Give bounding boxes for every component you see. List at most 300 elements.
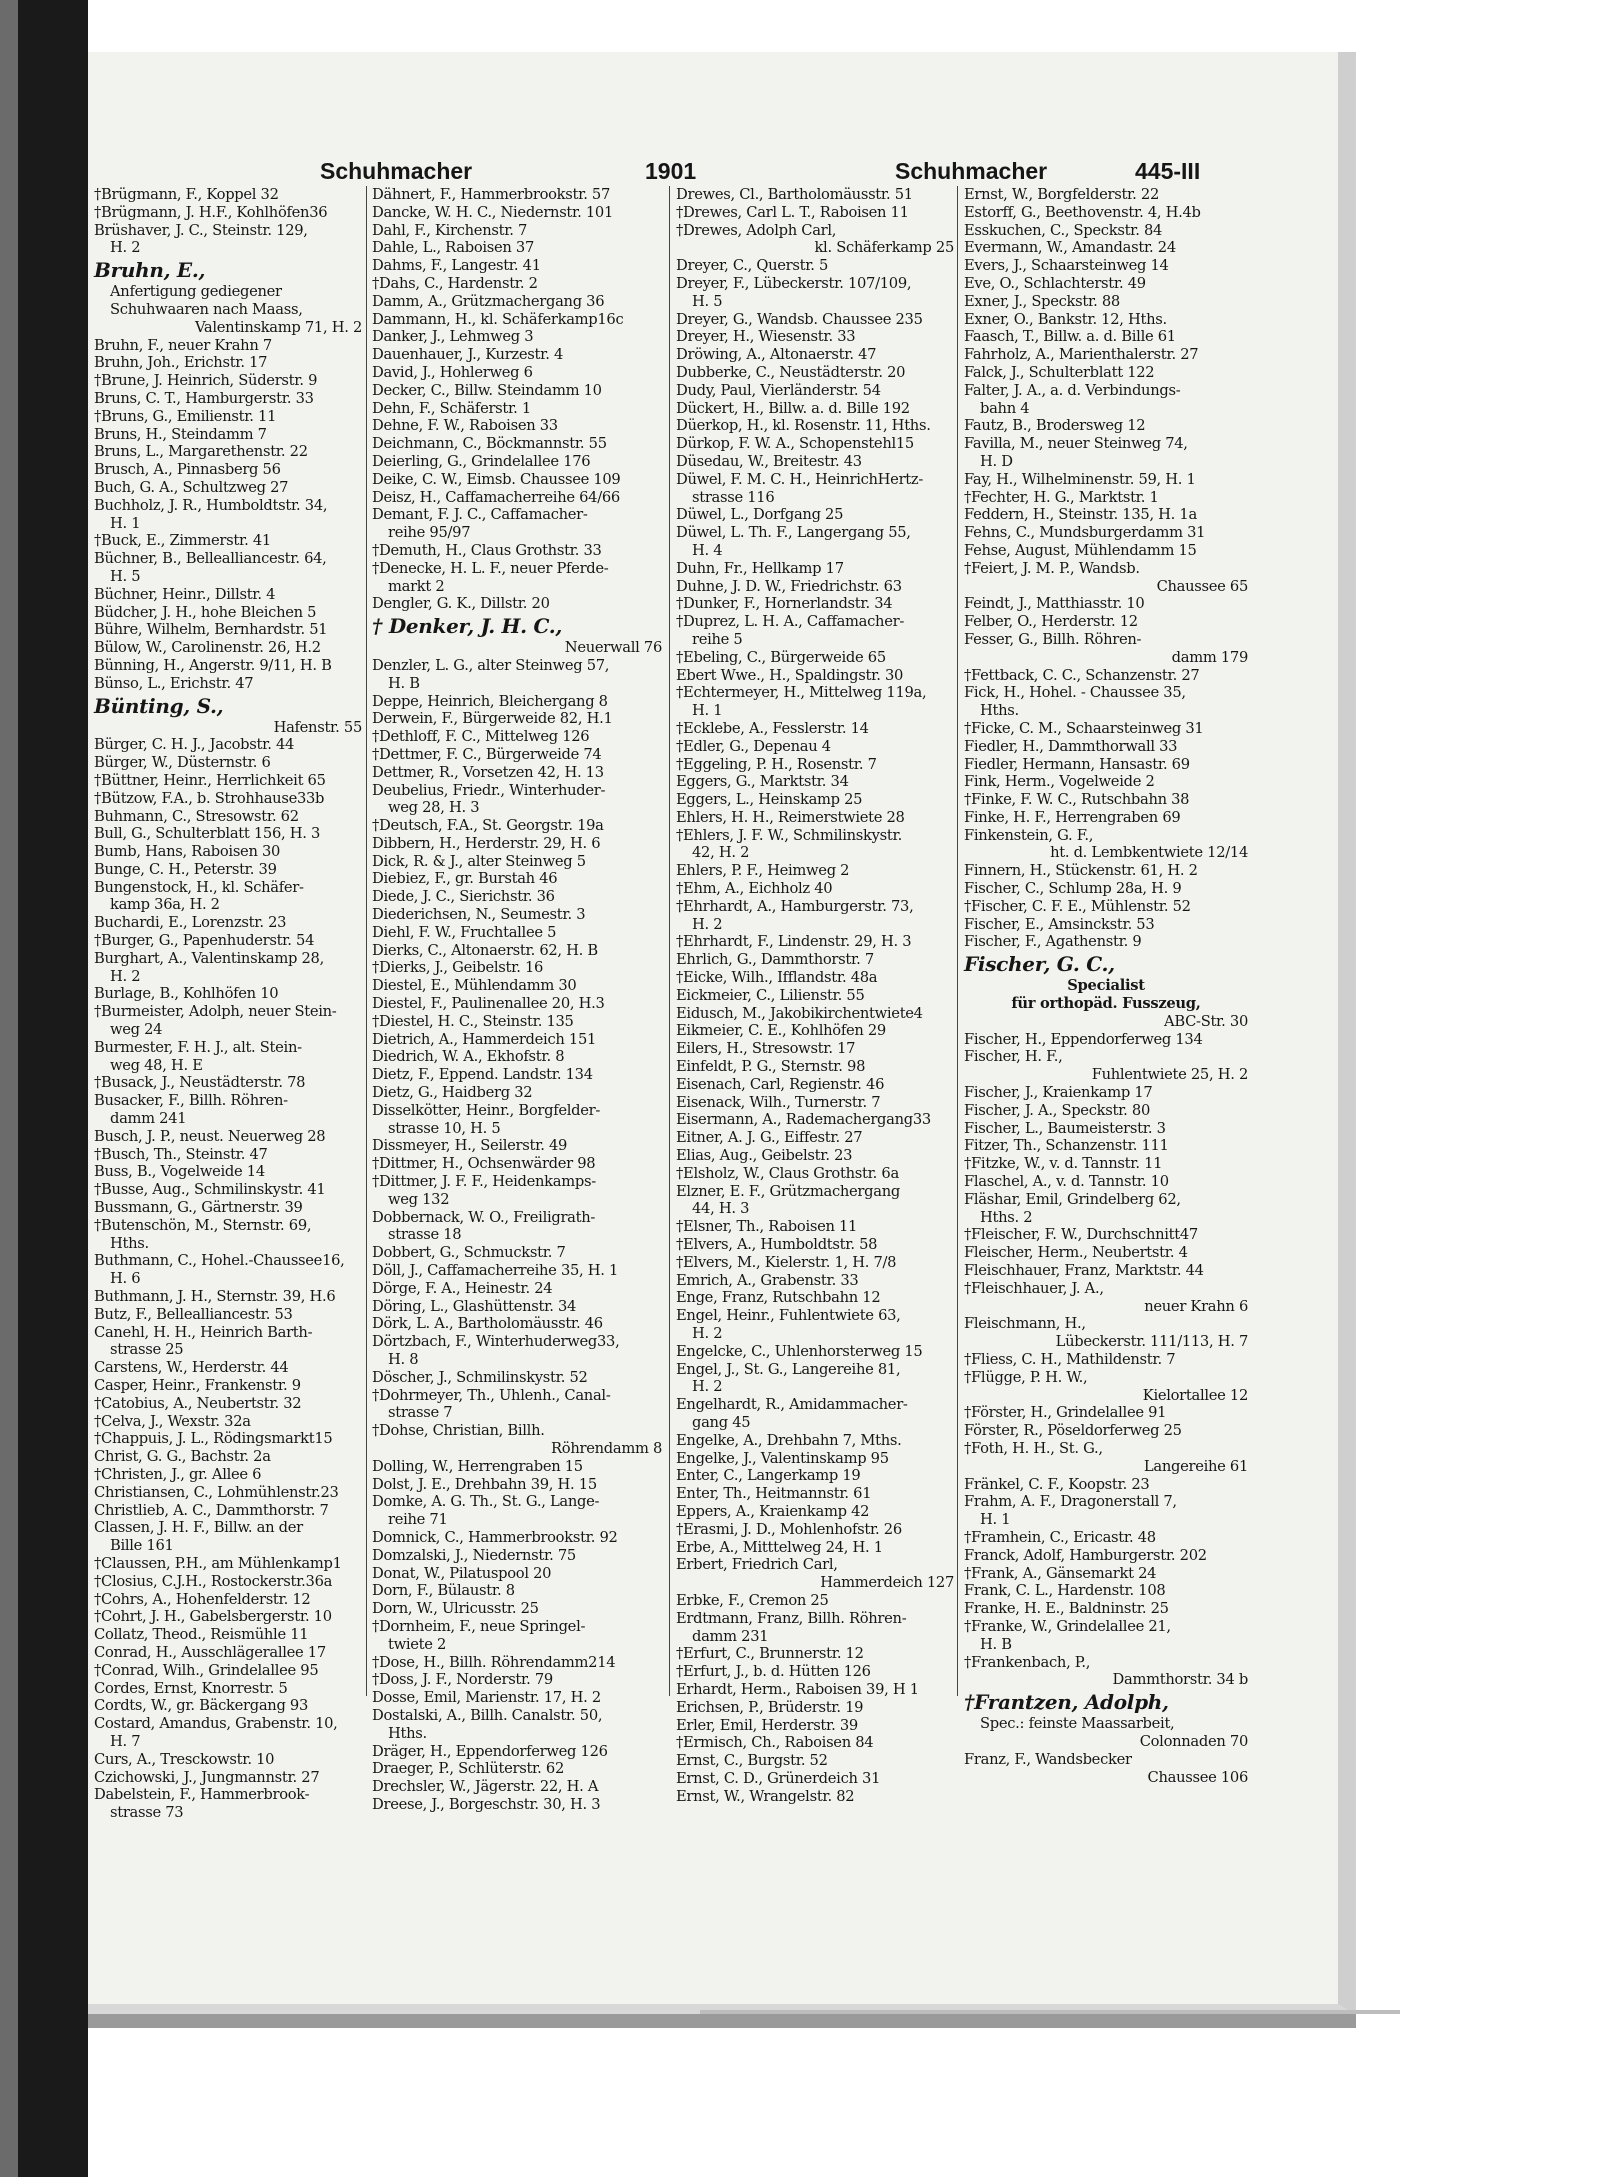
entry-continuation: damm 179 <box>1171 648 1248 666</box>
entry-continuation: Neuerwall 76 <box>564 639 662 657</box>
directory-entry: Erhardt, Herm., Raboisen 39, H 1 <box>676 1680 919 1698</box>
directory-entry: Dietz, G., Haidberg 32 <box>372 1084 533 1102</box>
directory-entry: †Eicke, Wilh., Ifflandstr. 48a <box>676 969 878 987</box>
directory-entry: Einfeldt, P. G., Sternstr. 98 <box>676 1058 866 1076</box>
directory-entry: Bruns, C. T., Hamburgerstr. 33 <box>94 389 314 407</box>
directory-entry: †Burmeister, Adolph, neuer Stein- <box>94 1003 337 1021</box>
directory-entry: Flaschel, A., v. d. Tannstr. 10 <box>964 1173 1169 1191</box>
column-divider <box>957 186 958 1696</box>
entry-continuation: ABC-Str. 30 <box>1164 1012 1248 1030</box>
directory-entry: Brüshaver, J. C., Steinstr. 129, <box>94 221 308 239</box>
directory-entry: Eitner, A. J. G., Eiffestr. 27 <box>676 1129 863 1147</box>
directory-entry: Döring, L., Glashüttenstr. 34 <box>372 1297 577 1315</box>
directory-entry: Düsedau, W., Breitestr. 43 <box>676 452 862 470</box>
directory-entry: Büchner, Heinr., Dillstr. 4 <box>94 585 276 603</box>
directory-entry: Costard, Amandus, Grabenstr. 10, <box>94 1715 338 1733</box>
entry-continuation: weg 132 <box>388 1190 450 1208</box>
directory-entry: †Fettback, C. C., Schanzenstr. 27 <box>964 666 1200 684</box>
book-spine-edge <box>0 0 18 2177</box>
directory-entry: Eppers, A., Kraienkamp 42 <box>676 1502 870 1520</box>
directory-entry: †Dittmer, J. F. F., Heidenkamps- <box>372 1173 596 1191</box>
directory-entry: †Ficke, C. M., Schaarsteinweg 31 <box>964 719 1204 737</box>
directory-entry: Franke, H. E., Baldninstr. 25 <box>964 1600 1169 1618</box>
directory-entry: Conrad, H., Ausschlägerallee 17 <box>94 1643 326 1661</box>
directory-entry: Finnern, H., Stückenstr. 61, H. 2 <box>964 862 1198 880</box>
column-divider <box>669 186 670 1696</box>
directory-entry: Duhn, Fr., Hellkamp 17 <box>676 559 844 577</box>
directory-entry: Dorn, F., Bülaustr. 8 <box>372 1582 515 1600</box>
directory-entry: Dubberke, C., Neustädterstr. 20 <box>676 363 906 381</box>
directory-entry: Bürger, C. H. J., Jacobstr. 44 <box>94 736 295 754</box>
directory-entry: †Frankenbach, P., <box>964 1653 1091 1671</box>
entry-continuation: kl. Schäferkamp 25 <box>814 239 954 257</box>
entry-continuation: H. 7 <box>110 1732 141 1750</box>
directory-entry: Exner, J., Speckstr. 88 <box>964 292 1120 310</box>
directory-entry: Dancke, W. H. C., Niedernstr. 101 <box>372 203 614 221</box>
directory-entry: Bunge, C. H., Peterstr. 39 <box>94 860 277 878</box>
directory-column-1 <box>94 186 362 1822</box>
directory-entry: Erler, Emil, Herderstr. 39 <box>676 1716 858 1734</box>
directory-entry: Danker, J., Lehmweg 3 <box>372 328 534 346</box>
directory-entry: Buss, B., Vogelweide 14 <box>94 1163 265 1181</box>
directory-entry: Estorff, G., Beethovenstr. 4, H.4b <box>964 203 1201 221</box>
directory-entry: Favilla, M., neuer Steinweg 74, <box>964 435 1188 453</box>
directory-entry: Domnick, C., Hammerbrookstr. 92 <box>372 1528 618 1546</box>
entry-continuation: Colonnaden 70 <box>1139 1732 1248 1750</box>
entry-continuation: Spec.: feinste Maassarbeit, <box>980 1715 1175 1733</box>
directory-entry: Dobbert, G., Schmuckstr. 7 <box>372 1244 566 1262</box>
directory-entry: †Drewes, Adolph Carl, <box>676 221 837 239</box>
directory-entry: Burmester, F. H. J., alt. Stein- <box>94 1038 302 1056</box>
directory-entry: Fay, H., Wilhelminenstr. 59, H. 1 <box>964 470 1196 488</box>
directory-entry: Buthmann, C., Hohel.-Chaussee16, <box>94 1252 345 1270</box>
header-page-number: 445-III <box>1135 158 1201 184</box>
directory-entry: Dahms, F., Langestr. 41 <box>372 257 541 275</box>
directory-entry: Derwein, F., Bürgerweide 82, H.1 <box>372 710 613 728</box>
directory-entry: †Foth, H. H., St. G., <box>964 1439 1103 1457</box>
directory-entry: Döscher, J., Schmilinskystr. 52 <box>372 1368 588 1386</box>
directory-entry: Fesser, G., Billh. Röhren- <box>964 630 1142 648</box>
directory-entry: Brusch, A., Pinnasberg 56 <box>94 461 281 479</box>
directory-entry: Buhmann, C., Stresowstr. 62 <box>94 807 299 825</box>
directory-entry: David, J., Hohlerweg 6 <box>372 363 533 381</box>
directory-entry: †Cohrs, A., Hohenfelderstr. 12 <box>94 1590 311 1608</box>
directory-entry: †Fechter, H. G., Marktstr. 1 <box>964 488 1159 506</box>
directory-entry: †Catobius, A., Neubertstr. 32 <box>94 1394 302 1412</box>
entry-continuation: reihe 95/97 <box>388 524 471 542</box>
entry-continuation: damm 231 <box>692 1627 769 1645</box>
entry-continuation: weg 24 <box>110 1021 163 1039</box>
directory-entry: †Ehrhardt, F., Lindenstr. 29, H. 3 <box>676 933 912 951</box>
entry-continuation: H. 8 <box>388 1351 419 1368</box>
directory-entry: †Busack, J., Neustädterstr. 78 <box>94 1074 306 1092</box>
directory-entry: Dehn, F., Schäferstr. 1 <box>372 399 531 417</box>
entry-continuation: strasse 25 <box>110 1341 184 1359</box>
directory-entry: Evermann, W., Amandastr. 24 <box>964 239 1176 257</box>
entry-continuation: H. 2 <box>110 967 141 985</box>
directory-entry: Erbke, F., Cremon 25 <box>676 1591 829 1609</box>
directory-entry: Deichmann, C., Böckmannstr. 55 <box>372 435 607 453</box>
directory-entry: †Dethloff, F. C., Mittelweg 126 <box>372 728 590 746</box>
directory-entry: Bünning, H., Angerstr. 9/11, H. B <box>94 656 332 674</box>
directory-entry: †Dahs, C., Hardenstr. 2 <box>372 274 538 292</box>
entry-continuation: H. 2 <box>110 239 141 257</box>
directory-entry: †Elvers, M., Kielerstr. 1, H. 7/8 <box>676 1253 897 1271</box>
directory-entry: †Fleischer, F. W., Durchschnitt47 <box>964 1226 1198 1244</box>
directory-entry: Fautz, B., Brodersweg 12 <box>964 417 1146 435</box>
directory-entry: Bungenstock, H., kl. Schäfer- <box>94 878 304 896</box>
directory-entry: Classen, J. H. F., Billw. an der <box>94 1519 303 1537</box>
entry-continuation: Valentinskamp 71, H. 2 <box>194 318 362 336</box>
directory-entry: Christlieb, A. C., Dammthorstr. 7 <box>94 1501 329 1519</box>
entry-continuation: Hths. 2 <box>980 1208 1033 1226</box>
directory-entry: †Ehm, A., Eichholz 40 <box>676 880 833 898</box>
directory-entry: Collatz, Theod., Reismühle 11 <box>94 1626 309 1644</box>
directory-entry: Ehrlich, G., Dammthorstr. 7 <box>676 951 874 969</box>
directory-entry: Dreese, J., Borgeschstr. 30, H. 3 <box>372 1795 601 1813</box>
directory-entry: Dick, R. & J., alter Steinweg 5 <box>372 852 586 870</box>
directory-entry: Elias, Aug., Geibelstr. 23 <box>676 1147 853 1165</box>
directory-entry: Butz, F., Bellealliancestr. 53 <box>94 1305 293 1323</box>
entry-continuation: markt 2 <box>388 577 445 595</box>
directory-entry: Fischer, J. A., Speckstr. 80 <box>964 1101 1150 1119</box>
directory-entry: Ernst, C., Burgstr. 52 <box>676 1752 828 1770</box>
entry-continuation: H. 2 <box>692 915 723 933</box>
directory-entry: Feindt, J., Matthiasstr. 10 <box>964 595 1145 613</box>
directory-entry: Domzalski, J., Niedernstr. 75 <box>372 1546 576 1564</box>
entry-continuation: strasse 116 <box>692 488 775 506</box>
advertisement-line: für orthopäd. Fusszeug, <box>1011 995 1201 1013</box>
directory-entry: Deike, C. W., Eimsb. Chaussee 109 <box>372 470 621 488</box>
directory-entry: †Elvers, A., Humboldtstr. 58 <box>676 1236 878 1254</box>
directory-entry: Finke, H. F., Herrengraben 69 <box>964 808 1181 826</box>
directory-entry: Bull, G., Schulterblatt 156, H. 3 <box>94 825 321 843</box>
directory-entry: Busacker, F., Billh. Röhren- <box>94 1092 288 1110</box>
directory-entry: Faasch, T., Billw. a. d. Bille 61 <box>964 328 1176 346</box>
directory-entry: Emrich, A., Grabenstr. 33 <box>676 1271 859 1289</box>
directory-entry: †Busse, Aug., Schmilinskystr. 41 <box>94 1181 326 1199</box>
directory-entry: †Ehlers, J. F. W., Schmilinskystr. <box>676 826 902 844</box>
directory-entry: †Erfurt, J., b. d. Hütten 126 <box>676 1663 871 1681</box>
directory-entry: †Franke, W., Grindelallee 21, <box>964 1617 1171 1635</box>
directory-entry: Dahle, L., Raboisen 37 <box>372 239 535 257</box>
directory-entry: Enge, Franz, Rutschbahn 12 <box>676 1289 881 1307</box>
directory-entry: Erdtmann, Franz, Billh. Röhren- <box>676 1609 907 1627</box>
directory-column-2 <box>372 186 662 1813</box>
directory-entry: Franck, Adolf, Hamburgerstr. 202 <box>964 1546 1207 1564</box>
entry-continuation: Hths. <box>980 702 1019 720</box>
directory-entry: Engelke, A., Drehbahn 7, Mths. <box>676 1431 902 1449</box>
directory-entry: †Büttner, Heinr., Herrlichkeit 65 <box>94 771 326 789</box>
directory-entry: Düwel, F. M. C. H., HeinrichHertz- <box>676 470 924 488</box>
directory-entry: Elzner, E. F., Grützmachergang <box>676 1182 900 1200</box>
directory-entry: Ernst, W., Borgfelderstr. 22 <box>964 186 1159 203</box>
directory-entry: Domke, A. G. Th., St. G., Lange- <box>372 1493 600 1511</box>
directory-entry: Ebert Wwe., H., Spaldingstr. 30 <box>676 666 904 684</box>
directory-entry: Eggers, L., Heinskamp 25 <box>676 791 863 809</box>
directory-entry: Fischer, F., Agathenstr. 9 <box>964 933 1142 951</box>
directory-entry: †Busch, Th., Steinstr. 47 <box>94 1145 268 1163</box>
directory-entry: Draeger, P., Schlüterstr. 62 <box>372 1760 564 1778</box>
directory-entry: Bruns, L., Margarethenstr. 22 <box>94 443 308 461</box>
entry-continuation: H. D <box>980 452 1013 470</box>
directory-entry: Deubelius, Friedr., Winterhuder- <box>372 781 606 799</box>
directory-entry: Casper, Heinr., Frankenstr. 9 <box>94 1377 301 1394</box>
directory-entry: Engelcke, C., Uhlenhorsterweg 15 <box>676 1342 923 1360</box>
directory-entry: †Dierks, J., Geibelstr. 16 <box>372 959 544 977</box>
directory-entry: †Flügge, P. H. W., <box>964 1368 1088 1386</box>
directory-entry: Bülow, W., Carolinenstr. 26, H.2 <box>94 639 321 657</box>
directory-entry: Dengler, G. K., Dillstr. 20 <box>372 595 550 613</box>
directory-entry: Fischer, C., Schlump 28a, H. 9 <box>964 880 1182 898</box>
entry-continuation: Dammthorstr. 34 b <box>1112 1671 1248 1689</box>
entry-continuation: H. 1 <box>692 702 723 720</box>
directory-entry: Diebiez, F., gr. Burstah 46 <box>372 870 558 888</box>
directory-entry: Deierling, G., Grindelallee 176 <box>372 452 591 470</box>
directory-entry: †Edler, G., Depenau 4 <box>676 737 831 755</box>
directory-entry: Burlage, B., Kohlhöfen 10 <box>94 985 279 1003</box>
directory-entry: Dreyer, G., Wandsb. Chaussee 235 <box>676 310 923 328</box>
column-divider <box>366 186 367 1696</box>
directory-entry: Duhne, J. D. W., Friedrichstr. 63 <box>676 577 902 595</box>
directory-entry: Dudy, Paul, Vierländerstr. 54 <box>676 381 881 399</box>
directory-entry: Frahm, A. F., Dragonerstall 7, <box>964 1493 1177 1511</box>
directory-entry: †Conrad, Wilh., Grindelallee 95 <box>94 1661 319 1679</box>
directory-entry: Dammann, H., kl. Schäferkamp16c <box>372 310 624 328</box>
entry-continuation: strasse 7 <box>388 1404 453 1422</box>
entry-continuation: H. B <box>388 674 420 692</box>
entry-continuation: bahn 4 <box>980 399 1030 417</box>
directory-entry: Cordts, W., gr. Bäckergang 93 <box>94 1697 309 1715</box>
directory-entry: †Förster, H., Grindelallee 91 <box>964 1404 1167 1422</box>
directory-entry: Felber, O., Herderstr. 12 <box>964 613 1138 631</box>
directory-entry: †Bruns, G., Emilienstr. 11 <box>94 407 277 425</box>
entry-continuation: gang 45 <box>692 1413 751 1431</box>
entry-continuation: neuer Krahn 6 <box>1144 1297 1248 1315</box>
featured-business-name: †Frantzen, Adolph, <box>964 1690 1169 1715</box>
directory-entry: Decker, C., Billw. Steindamm 10 <box>372 381 602 399</box>
directory-entry: Dräger, H., Eppendorferweg 126 <box>372 1742 608 1760</box>
directory-entry: Dettmer, R., Vorsetzen 42, H. 13 <box>372 763 604 781</box>
header-year: 1901 <box>645 158 697 184</box>
directory-entry: Bruhn, F., neuer Krahn 7 <box>94 336 272 354</box>
entry-continuation: ht. d. Lembkentwiete 12/14 <box>1050 844 1248 862</box>
entry-continuation: 42, H. 2 <box>692 844 750 862</box>
entry-continuation: reihe 5 <box>692 630 743 648</box>
directory-entry: Buchholz, J. R., Humboldtstr. 34, <box>94 496 328 514</box>
directory-entry: Dahl, F., Kirchenstr. 7 <box>372 221 528 239</box>
directory-entry: Enter, Th., Heitmannstr. 61 <box>676 1485 872 1503</box>
directory-entry: †Dohrmeyer, Th., Uhlenh., Canal- <box>372 1386 611 1404</box>
directory-entry: Erichsen, P., Brüderstr. 19 <box>676 1698 864 1716</box>
entry-continuation: Hths. <box>388 1724 427 1742</box>
entry-continuation: H. 6 <box>110 1270 141 1288</box>
directory-entry: †Dunker, F., Hornerlandstr. 34 <box>676 595 893 613</box>
directory-entry: †Doss, J. F., Norderstr. 79 <box>372 1671 553 1689</box>
directory-entry: †Buck, E., Zimmerstr. 41 <box>94 532 271 550</box>
directory-entry: †Elsner, Th., Raboisen 11 <box>676 1218 858 1236</box>
directory-entry: Düwel, L., Dorfgang 25 <box>676 506 844 524</box>
directory-entry: Dörge, F. A., Heinestr. 24 <box>372 1279 553 1297</box>
directory-entry: Frank, C. L., Hardenstr. 108 <box>964 1582 1166 1600</box>
directory-entry: †Fischer, C. F. E., Mühlenstr. 52 <box>964 897 1191 915</box>
directory-entry: †Ecklebe, A., Fesslerstr. 14 <box>676 719 869 737</box>
directory-entry: †Erasmi, J. D., Mohlenhofstr. 26 <box>676 1520 902 1538</box>
directory-column-4 <box>964 186 1248 1786</box>
directory-entry: Eisenack, Wilh., Turnerstr. 7 <box>676 1093 881 1111</box>
header-right-title: Schuhmacher <box>895 158 1048 184</box>
scan-artifact <box>700 2010 1400 2014</box>
directory-entry: Dorn, W., Ulricusstr. 25 <box>372 1600 539 1618</box>
directory-entry: †Butenschön, M., Sternstr. 69, <box>94 1216 312 1234</box>
directory-entry: Fischer, H. F., <box>964 1048 1063 1066</box>
entry-continuation: Chaussee 65 <box>1156 577 1248 595</box>
directory-entry: Eisermann, A., Rademachergang33 <box>676 1111 931 1129</box>
directory-entry: †Finke, F. W. C., Rutschbahn 38 <box>964 791 1190 809</box>
directory-entry: Diede, J. C., Sierichstr. 36 <box>372 888 555 906</box>
directory-column-3 <box>676 186 954 1805</box>
directory-entry: Fahrholz, A., Marienthalerstr. 27 <box>964 346 1199 364</box>
directory-entry: Curs, A., Tresckowstr. 10 <box>94 1750 275 1768</box>
directory-entry: Eve, O., Schlachterstr. 49 <box>964 274 1146 292</box>
directory-entry: †Dittmer, H., Ochsenwärder 98 <box>372 1155 596 1173</box>
featured-business-name: Bünting, S., <box>94 693 224 718</box>
directory-entry: Fleischmann, H., <box>964 1315 1086 1333</box>
directory-entry: †Diestel, H. C., Steinstr. 135 <box>372 1012 574 1030</box>
directory-entry: Dörtzbach, F., Winterhuderweg33, <box>372 1333 620 1351</box>
directory-entry: Drechsler, W., Jägerstr. 22, H. A <box>372 1778 599 1796</box>
entry-continuation: weg 48, H. E <box>110 1056 203 1074</box>
directory-entry: Dosse, Emil, Marienstr. 17, H. 2 <box>372 1689 601 1707</box>
directory-entry: Fehse, August, Mühlendamm 15 <box>964 541 1197 559</box>
directory-entry: Dreyer, C., Querstr. 5 <box>676 257 829 275</box>
directory-entry: Bünso, L., Erichstr. 47 <box>94 674 254 692</box>
directory-entry: Cordes, Ernst, Knorrestr. 5 <box>94 1679 288 1697</box>
directory-entry: Dückert, H., Billw. a. d. Bille 192 <box>676 399 910 417</box>
directory-entry: †Ermisch, Ch., Raboisen 84 <box>676 1734 874 1752</box>
directory-entry: †Chappuis, J. L., Rödingsmarkt15 <box>94 1430 333 1448</box>
directory-entry: †Eggeling, P. H., Rosenstr. 7 <box>676 755 877 773</box>
directory-entry: Demant, F. J. C., Caffamacher- <box>372 506 588 524</box>
directory-entry: †Brune, J. Heinrich, Süderstr. 9 <box>94 372 318 390</box>
directory-entry: †Ehrhardt, A., Hamburgerstr. 73, <box>676 897 914 915</box>
directory-entry: Eikmeier, C. E., Kohlhöfen 29 <box>676 1022 886 1040</box>
directory-entry: Finkenstein, G. F., <box>964 826 1094 844</box>
directory-entry: Dörk, L. A., Bartholomäusstr. 46 <box>372 1315 603 1333</box>
entry-continuation: H. 5 <box>692 292 723 310</box>
directory-entry: Dreyer, H., Wiesenstr. 33 <box>676 328 856 346</box>
entry-continuation: Kielortallee 12 <box>1142 1386 1248 1404</box>
directory-entry: †Frank, A., Gänsemarkt 24 <box>964 1564 1157 1582</box>
entry-continuation: Röhrendamm 8 <box>551 1439 662 1457</box>
directory-entry: Dehne, F. W., Raboisen 33 <box>372 417 558 435</box>
directory-entry: †Feiert, J. M. P., Wandsb. <box>964 559 1140 577</box>
directory-entry: †Demuth, H., Claus Grothstr. 33 <box>372 541 602 559</box>
directory-entry: Ehlers, P. F., Heimweg 2 <box>676 862 850 880</box>
directory-entry: Dabelstein, F., Hammerbrook- <box>94 1786 310 1804</box>
directory-entry: Förster, R., Pöseldorferweg 25 <box>964 1422 1182 1440</box>
directory-entry: Dähnert, F., Hammerbrookstr. 57 <box>372 186 611 203</box>
directory-entry: Fick, H., Hohel. - Chaussee 35, <box>964 684 1186 702</box>
directory-entry: Christiansen, C., Lohmühlenstr.23 <box>94 1483 339 1501</box>
directory-entry: Dissmeyer, H., Seilerstr. 49 <box>372 1137 568 1155</box>
directory-entry: Buch, G. A., Schultzweg 27 <box>94 478 289 496</box>
entry-continuation: weg 28, H. 3 <box>388 799 480 817</box>
entry-continuation: kamp 36a, H. 2 <box>110 896 220 914</box>
directory-entry: †Ebeling, C., Bürgerweide 65 <box>676 648 886 666</box>
directory-entry: Damm, A., Grützmachergang 36 <box>372 292 605 310</box>
directory-entry: †Duprez, L. H. A., Caffamacher- <box>676 613 904 631</box>
directory-entry: Dolst, J. E., Drehbahn 39, H. 15 <box>372 1475 597 1493</box>
directory-entry: †Drewes, Carl L. T., Raboisen 11 <box>676 203 909 221</box>
directory-entry: †Cohrt, J. H., Gabelsbergerstr. 10 <box>94 1608 332 1626</box>
entry-continuation: H. 2 <box>692 1378 723 1396</box>
entry-continuation: strasse 18 <box>388 1226 462 1244</box>
directory-entry: Diestel, E., Mühlendamm 30 <box>372 977 577 995</box>
directory-entry: Czichowski, J., Jungmannstr. 27 <box>94 1768 320 1786</box>
advertisement-line: Specialist <box>1067 977 1145 995</box>
directory-entry: Christ, G. G., Bachstr. 2a <box>94 1448 271 1466</box>
directory-entry: Bussmann, G., Gärtnerstr. 39 <box>94 1199 303 1217</box>
directory-entry: Fink, Herm., Vogelweide 2 <box>964 773 1155 791</box>
entry-continuation: strasse 10, H. 5 <box>388 1119 501 1137</box>
directory-entry: Dreyer, F., Lübeckerstr. 107/109, <box>676 274 912 292</box>
directory-entry: Dobbernack, W. O., Freiligrath- <box>372 1208 596 1226</box>
directory-entry: †Elsholz, W., Claus Grothstr. 6a <box>676 1164 899 1182</box>
directory-entry: †Denecke, H. L. F., neuer Pferde- <box>372 559 609 577</box>
featured-business-name: Fischer, G. C., <box>964 952 1115 977</box>
directory-entry: Fiedler, Hermann, Hansastr. 69 <box>964 755 1190 773</box>
directory-entry: †Fitzke, W., v. d. Tannstr. 11 <box>964 1155 1163 1173</box>
directory-entry: Ehlers, H. H., Reimerstwiete 28 <box>676 808 905 826</box>
directory-entry: Carstens, W., Herderstr. 44 <box>94 1359 289 1377</box>
directory-entry: Ernst, W., Wrangelstr. 82 <box>676 1787 855 1805</box>
directory-entry: †Burger, G., Papenhuderstr. 54 <box>94 932 315 950</box>
entry-continuation: twiete 2 <box>388 1635 447 1653</box>
directory-entry: †Claussen, P.H., am Mühlenkamp1 <box>94 1554 342 1572</box>
directory-entry: Canehl, H. H., Heinrich Barth- <box>94 1323 313 1341</box>
directory-entry: †Dohse, Christian, Billh. <box>372 1422 545 1440</box>
entry-continuation: H. 2 <box>692 1325 723 1342</box>
directory-entry: Engelhardt, R., Amidammacher- <box>676 1396 908 1414</box>
directory-entry: Erbe, A., Mitttelweg 24, H. 1 <box>676 1538 883 1556</box>
entry-continuation: Anfertigung gediegener <box>110 283 282 301</box>
directory-entry: Eisenach, Carl, Regienstr. 46 <box>676 1075 885 1093</box>
directory-entry: Fischer, E., Amsinckstr. 53 <box>964 915 1155 933</box>
directory-entry: Franz, F., Wandsbecker <box>964 1750 1132 1768</box>
entry-continuation: Schuhwaaren nach Maass, <box>110 300 303 318</box>
directory-entry: Dibbern, H., Herderstr. 29, H. 6 <box>372 834 601 852</box>
entry-continuation: Lübeckerstr. 111/113, H. 7 <box>1055 1333 1248 1351</box>
directory-entry: Diehl, F. W., Fruchtallee 5 <box>372 923 557 941</box>
directory-entry: Erbert, Friedrich Carl, <box>676 1556 838 1574</box>
directory-entry: Bruhn, Joh., Erichstr. 17 <box>94 354 268 372</box>
entry-continuation: 44, H. 3 <box>692 1200 750 1218</box>
directory-entry: Feddern, H., Steinstr. 135, H. 1a <box>964 506 1197 524</box>
directory-entry: Dröwing, A., Altonaerstr. 47 <box>676 346 877 364</box>
directory-entry: Dürkop, F. W. A., Schopenstehl15 <box>676 435 914 453</box>
entry-continuation: Langereihe 61 <box>1143 1457 1248 1475</box>
directory-entry: †Celva, J., Wexstr. 32a <box>94 1412 251 1430</box>
directory-entry: †Dose, H., Billh. Röhrendamm214 <box>372 1653 616 1671</box>
entry-continuation: reihe 71 <box>388 1511 448 1529</box>
directory-entry: Diestel, F., Paulinenallee 20, H.3 <box>372 995 605 1013</box>
directory-entry: †Bützow, F.A., b. Strohhause33b <box>94 789 325 807</box>
directory-entry: Fiedler, H., Dammthorwall 33 <box>964 737 1178 755</box>
featured-business-name: † Denker, J. H. C., <box>372 614 563 639</box>
directory-entry: Bürger, W., Düsternstr. 6 <box>94 754 271 772</box>
directory-entry: Buthmann, J. H., Sternstr. 39, H.6 <box>94 1288 336 1306</box>
